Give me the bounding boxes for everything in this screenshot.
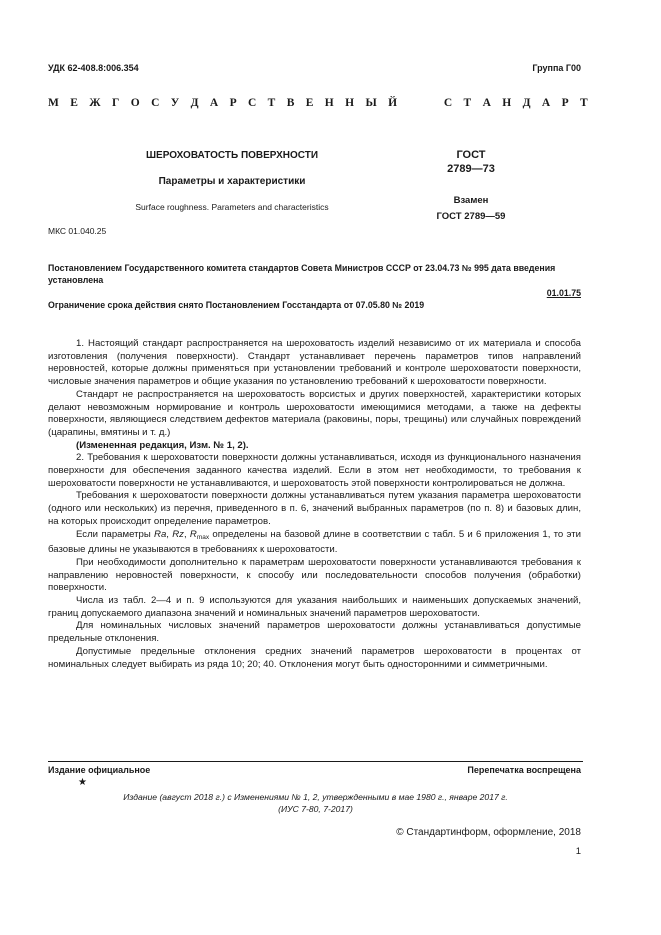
heading-letter: Ж xyxy=(89,97,101,109)
amendment-note: (Измененная редакция, Изм. № 1, 2). xyxy=(76,439,249,451)
heading-letter: А xyxy=(209,97,219,109)
official-edition: Издание официальное xyxy=(48,765,151,775)
restriction-text: Ограничение срока действия снято Постановлением Госстандарта от 07.05.80 № 2019 xyxy=(48,300,425,310)
param-rmax-subscript: max xyxy=(196,533,210,541)
udk-code: УДК 62-408.8:006.354 xyxy=(48,63,139,73)
heading-letter: О xyxy=(130,97,140,109)
english-title: Surface roughness. Parameters and characteristics xyxy=(135,202,329,212)
paragraph: При необходимости дополнительно к параметрам шероховатости поверхности устанавливаются требования к направлению неровностей поверхности, к способу или последовательности способов получения (обработки) поверхности. xyxy=(48,556,581,594)
heading-letter: А xyxy=(482,97,491,109)
heading-letter: Д xyxy=(522,97,531,109)
heading-letter: С xyxy=(247,97,257,109)
document-title: ШЕРОХОВАТОСТЬ ПОВЕРХНОСТИ xyxy=(145,150,319,161)
heading-letter: А xyxy=(541,97,551,109)
ius-info: (ИУС 7-80, 7-2017) xyxy=(278,804,353,814)
heading-gap xyxy=(408,97,432,109)
paragraph: 2. Требования к шероховатости поверхности должны устанавливаться, исходя из функционального назначения поверхности для обеспечения заданного качества изделий. Если в этом нет необходимости, то требования к шероховатости поверхности не устанавливаются, и шероховатость этой поверхности контролироваться не должна. xyxy=(48,452,581,489)
heading-letter: С xyxy=(443,97,453,109)
heading-letter: С xyxy=(151,97,160,109)
paragraph: Допустимые предельные отклонения средних значений параметров шероховатости в процентах от номинальных следует выбирать из ряда 10; 20; 40. Отклонения могут быть односторонними и симметричными. xyxy=(48,645,581,670)
gost-label: ГОСТ xyxy=(456,149,486,161)
param-rmax: R xyxy=(189,528,197,540)
gost-number: 2789—73 xyxy=(447,163,495,175)
replaces-label: Взамен xyxy=(453,195,489,206)
mks-code: МКС 01.040.25 xyxy=(48,226,107,236)
heading-letter: У xyxy=(170,97,180,109)
paragraph: Числа из табл. 2—4 и п. 9 используются для указания наибольших и наименьших допускаемых значений, границ допускаемого диапазона значений и номинальных значений параметров шероховатости. xyxy=(48,595,581,619)
heading-letter: Н xyxy=(345,97,355,109)
param-rz: Rz xyxy=(172,528,184,540)
heading-letter: Й xyxy=(388,97,398,109)
paragraph: Если параметры Ra, Rz, $R_{max}$ определены на базовой длине в соответствии с табл. 5 и 6 приложения 1, то эти базовые длины не указываются в требованиях к шероховатости. xyxy=(48,528,581,556)
heading-letter: Р xyxy=(561,97,569,109)
heading-letter: Н xyxy=(502,97,512,109)
replaces-number: ГОСТ 2789—59 xyxy=(436,211,506,222)
star-icon: ★ xyxy=(78,777,87,788)
paragraph: Требования к шероховатости поверхности должны устанавливаться путем указания параметра шероховатости (одного или нескольких) из перечня, приведенного в п. 6, значений выбранных параметров (по п. 8) и базовых длин, на которых происходит определение параметров. xyxy=(48,490,581,527)
group-code: Группа Г00 xyxy=(532,63,581,73)
heading-letter: М xyxy=(48,97,59,109)
heading-letter: Е xyxy=(70,97,78,109)
heading-letter: Ы xyxy=(365,97,377,109)
paragraph: Для номинальных числовых значений параметров шероховатости должны устанавливаться допустимые предельные отклонения. xyxy=(48,620,581,645)
paragraph: Стандарт не распространяется на шероховатость ворсистых и других поверхностей, характеристики которых делают невозможным нормирование и контроль шероховатости имеющимися методами, а также на дефекты поверхности, являющиеся следствием дефектов материала (раковины, поры, трещины) или случайных повреждений (царапины, вмятины и т. д.) xyxy=(48,388,581,438)
copyright: © Стандартинформ, оформление, 2018 xyxy=(396,827,581,838)
edition-info: Издание (август 2018 г.) с Изменениями № 1, 2, утвержденными в мае 1980 г., январе 2017 г. xyxy=(123,792,508,802)
document-body xyxy=(48,338,581,671)
reprint-notice: Перепечатка воспрещена xyxy=(467,765,581,775)
heading-letter: Н xyxy=(324,97,334,109)
heading-letter: Г xyxy=(112,97,120,109)
param-ra: Ra xyxy=(154,528,167,540)
heading-letter: Т xyxy=(579,97,588,109)
paragraph: 1. Настоящий стандарт распространяется на шероховатость изделий независимо от их материала и способа изготовления (получения поверхности). Стандарт устанавливает перечень параметров типов направлений неровностей, которые должны применяться при установлении требований и контроле шероховатости поверхности, числовые значения параметров и общие указания по установлению требований к шероховатости поверхности. xyxy=(48,338,581,388)
heading-letter: Т xyxy=(267,97,276,109)
page-number: 1 xyxy=(575,846,581,857)
decree-text: Постановлением Государственного комитета стандартов Совета Министров СССР от 23.04.73 № 995 дата введения установлена xyxy=(48,263,556,285)
introduction-date: 01.01.75 xyxy=(546,288,581,298)
heading-letter: Р xyxy=(229,97,237,109)
heading-letter: Д xyxy=(190,97,199,109)
heading-letter: В xyxy=(286,97,295,109)
footer-divider xyxy=(48,761,583,762)
interstate-standard-heading xyxy=(48,97,588,109)
heading-letter: Т xyxy=(463,97,472,109)
heading-letter: Е xyxy=(305,97,314,109)
document-subtitle: Параметры и характеристики xyxy=(158,176,306,187)
